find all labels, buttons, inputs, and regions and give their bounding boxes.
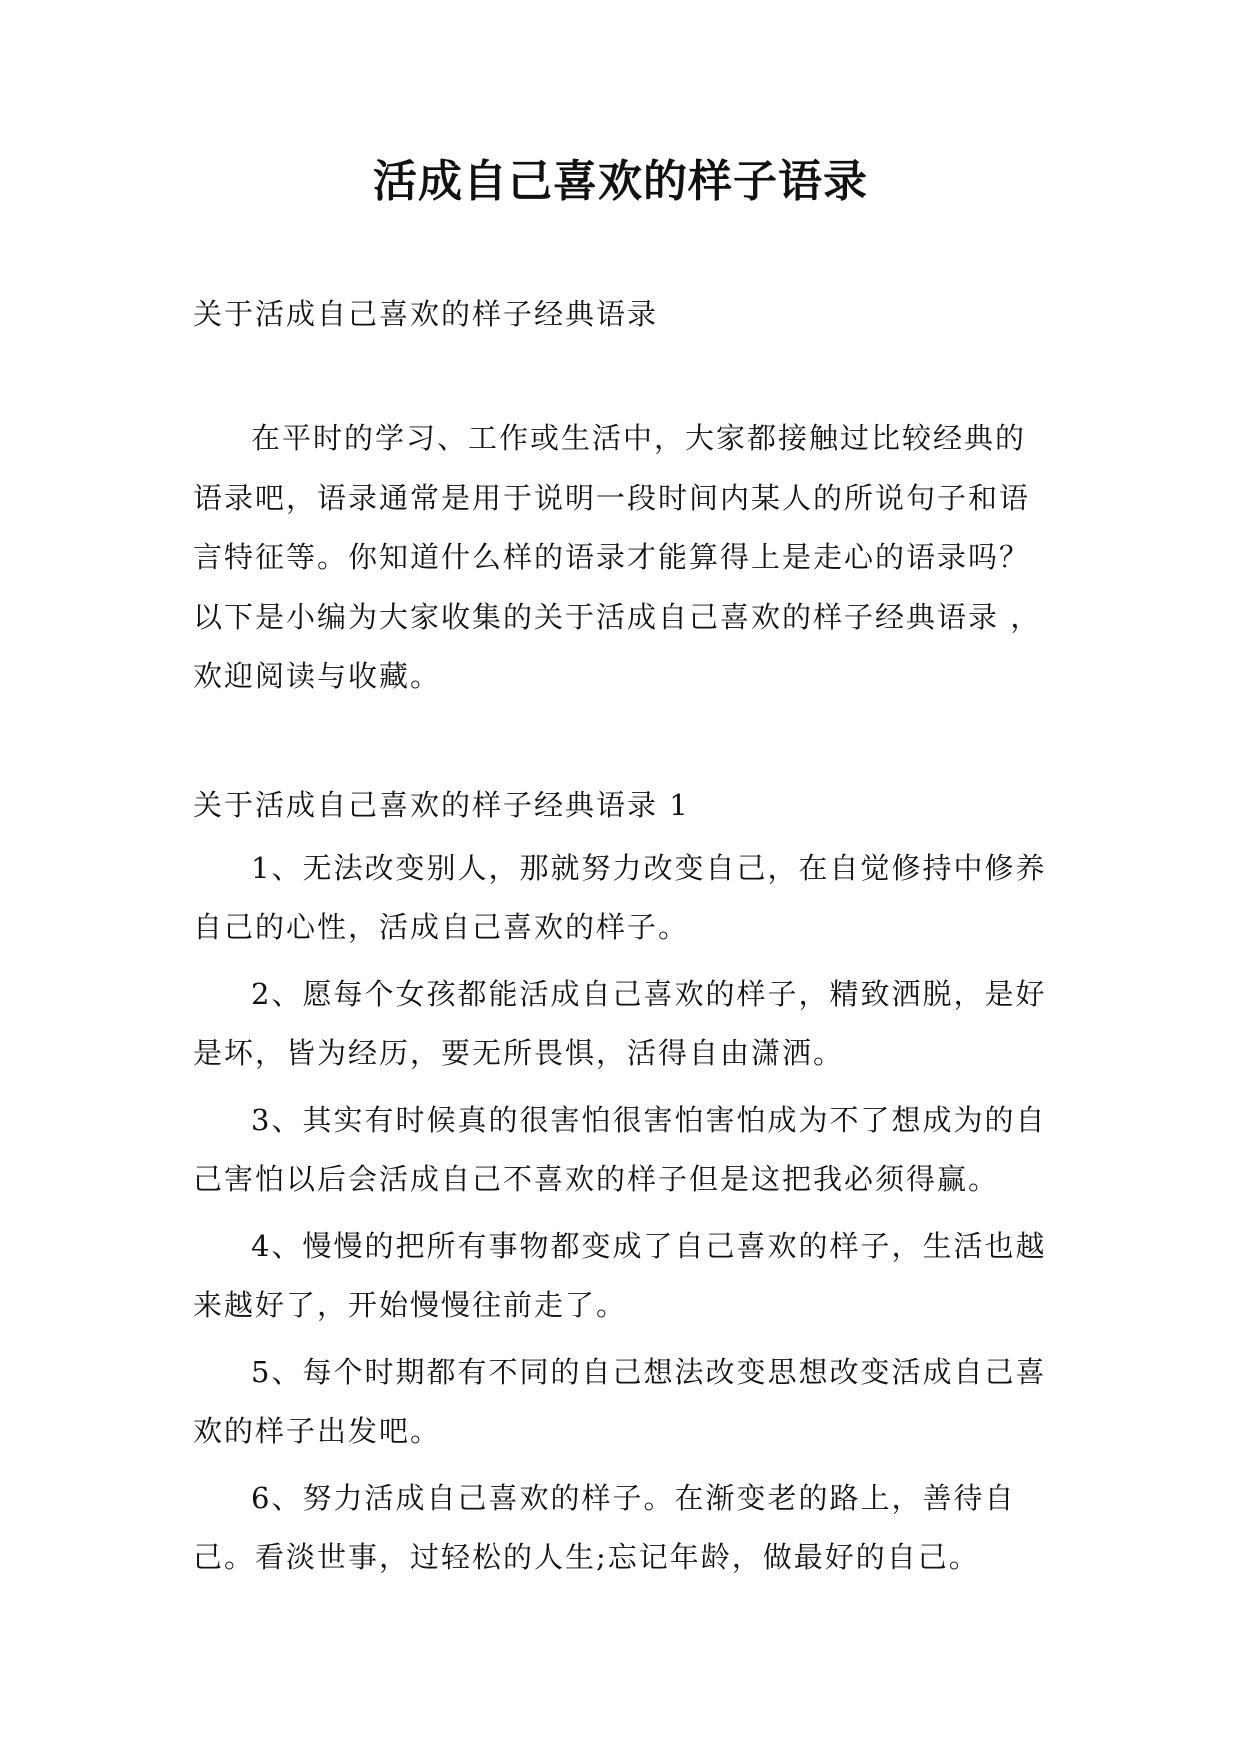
document-title: 活成自己喜欢的样子语录 [373,156,868,207]
section-heading: 关于活成自己喜欢的样子经典语录 1 [193,787,690,822]
quote-item-1: 1、无法改变别人，那就努力改变自己，在自觉修持中修养自己的心性，活成自己喜欢的样子。 [193,850,1047,944]
quote-item-5: 5、每个时期都有不同的自己想法改变思想改变活成自己喜欢的样子出发吧。 [193,1354,1047,1448]
document-subtitle: 关于活成自己喜欢的样子经典语录 [193,297,659,331]
quote-item-3: 3、其实有时候真的很害怕很害怕害怕成为不了想成为的自己害怕以后会活成自己不喜欢的样子但是这把我必须得赢。 [193,1102,1047,1196]
quote-item-2: 2、愿每个女孩都能活成自己喜欢的样子，精致洒脱，是好是坏，皆为经历，要无所畏惧，活得自由潇洒。 [193,976,1047,1070]
quote-item-6: 6、努力活成自己喜欢的样子。在渐变老的路上，善待自己。看淡世事，过轻松的人生;忘记年龄，做最好的自己。 [193,1480,1016,1574]
intro-paragraph: 在平时的学习、工作或生活中，大家都接触过比较经典的语录吧，语录通常是用于说明一段时间内某人的所说句子和语言特征等。你知道什么样的语录才能算得上是走心的语录吗？以下是小编为大家收集的关于活成自己喜欢的样子经典语录 ，欢迎阅读与收藏。 [193,421,1042,693]
quote-item-4: 4、慢慢的把所有事物都变成了自己喜欢的样子，生活也越来越好了，开始慢慢往前走了。 [193,1228,1047,1322]
document-body [193,288,1053,1588]
